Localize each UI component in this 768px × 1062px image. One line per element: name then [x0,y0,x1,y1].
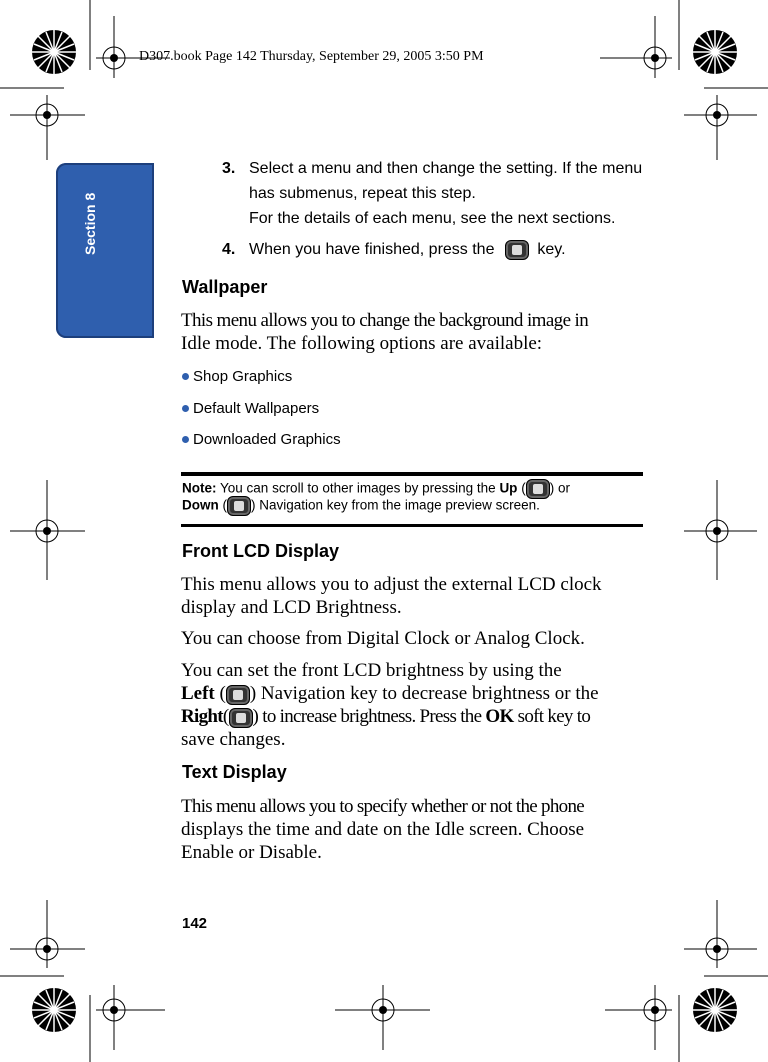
text-display-body: displays the time and date on the Idle screen. Choose [181,819,585,840]
end-key-icon [505,240,529,260]
step-number: 3. [222,160,236,177]
front-lcd-body: You can set the front LCD brightness by using the [181,660,562,681]
text-display-body: Enable or Disable. [181,842,322,863]
section-tab [56,163,154,338]
front-lcd-body: display and LCD Brightness. [181,597,402,618]
note-label: Note: [182,480,217,496]
left-key-icon [226,685,250,705]
bullet-icon [182,436,189,443]
step-text [249,238,566,262]
text-display-body: This menu allows you to specify whether or not the phone [181,796,584,817]
front-lcd-body: Right( ) to increase brightness. Press the OK soft key to [181,706,591,727]
list-item: Downloaded Graphics [182,431,341,448]
step-text-after: key. [537,241,566,258]
step-number: 4. [222,241,236,258]
bullet-icon [182,405,189,412]
note-line: Note: You can scroll to other images by pressing the Up ( ) or [182,479,570,499]
wallpaper-body: This menu allows you to change the background image in [181,310,589,331]
print-header: D307.book Page 142 Thursday, September 29, 2005 3:50 PM [139,49,484,64]
bullet-icon [182,373,189,380]
list-item: Default Wallpapers [182,400,319,417]
front-lcd-body: Left ( ) Navigation key to decrease brightness or the [181,683,599,704]
note-top-rule [181,472,643,476]
note-line: Down ( ) Navigation key from the image preview screen. [182,496,540,516]
step-text: Select a menu and then change the setting. If the menu [249,160,643,177]
front-lcd-body: This menu allows you to adjust the external LCD clock [181,574,602,595]
list-item: Shop Graphics [182,368,292,385]
section-label: Section 8 [82,192,98,255]
down-key-icon [227,496,251,516]
text-display-heading: Text Display [182,762,287,782]
page-number: 142 [182,915,208,932]
step-text: For the details of each menu, see the next sections. [249,210,616,227]
right-key-icon [229,708,253,728]
step-text: has submenus, repeat this step. [249,185,476,202]
front-lcd-body: You can choose from Digital Clock or Analog Clock. [181,628,585,649]
front-lcd-heading: Front LCD Display [182,541,340,561]
step-text-before: When you have finished, press the [249,241,495,258]
note-bottom-rule [181,524,643,527]
wallpaper-body: Idle mode. The following options are available: [181,333,543,354]
wallpaper-heading: Wallpaper [182,277,268,297]
front-lcd-body: save changes. [181,729,286,750]
